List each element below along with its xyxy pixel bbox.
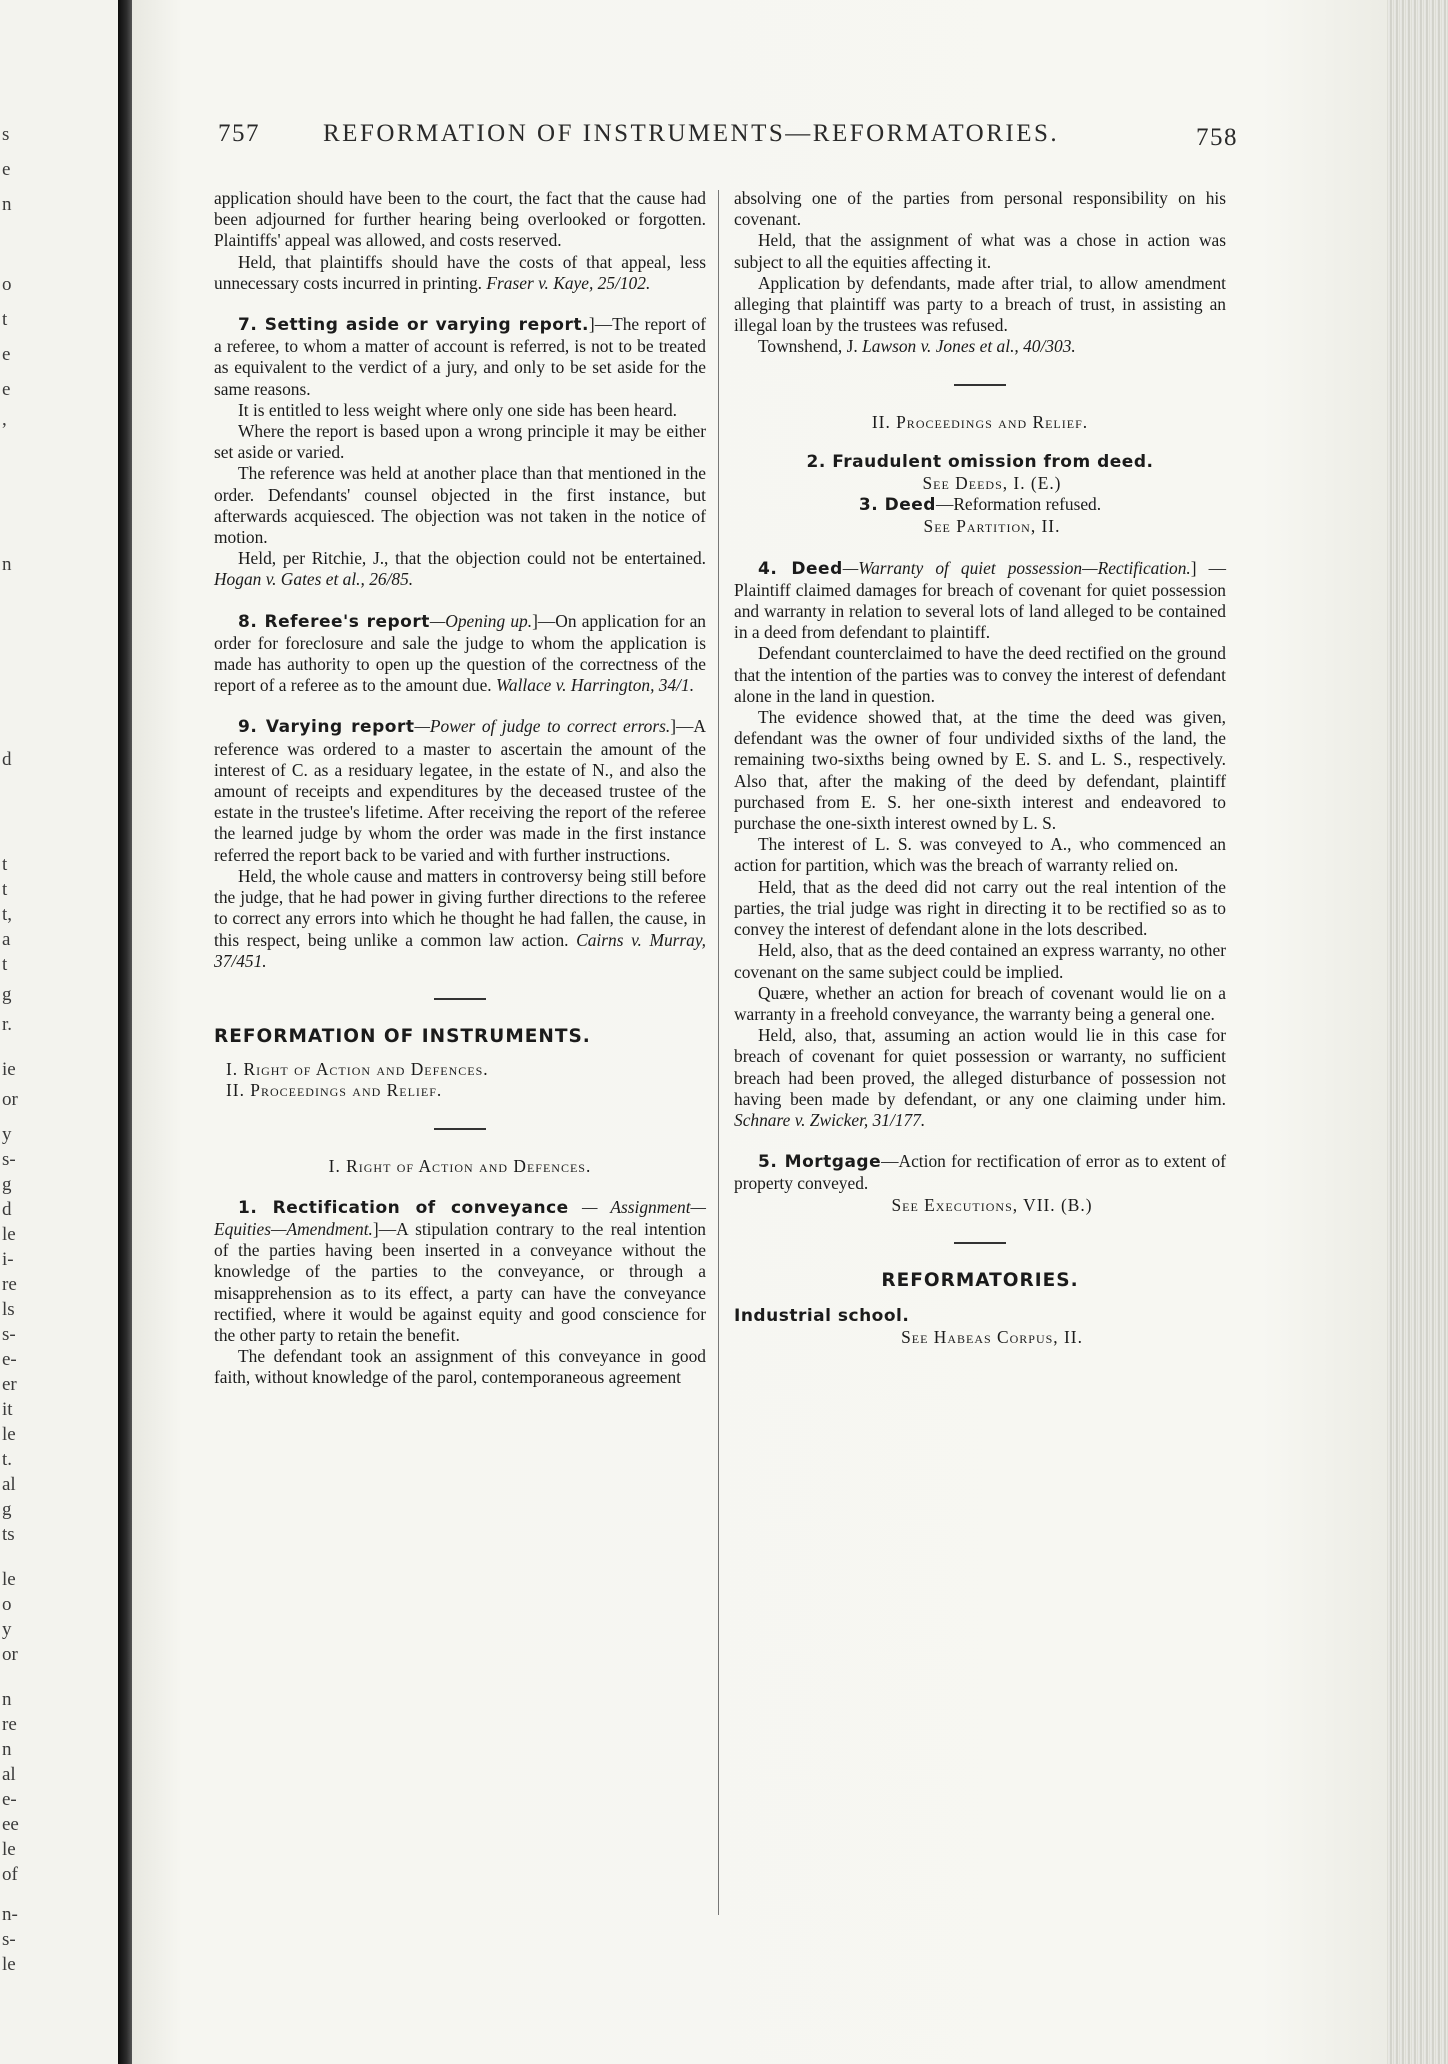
margin-fragment: n — [2, 1689, 12, 1710]
continued-paragraph: absolving one of the parties from personal responsibility on his covenant. — [734, 188, 1226, 230]
margin-fragment: ls — [2, 1299, 15, 1320]
entry-7-held — [214, 548, 706, 590]
entry-7-para: The reference was held at another place than that mentioned in the order. Defendants' counsel objected in the first instance, but afterwards acquiesced. The objection was not taken in the notice of motion. — [214, 463, 706, 548]
margin-fragment: i- — [2, 1249, 14, 1270]
margin-fragment: , — [2, 409, 7, 430]
entry-7-lead — [214, 314, 706, 400]
right-column — [734, 188, 1226, 1348]
cross-reference: See Habeas Corpus, II. — [901, 1327, 1083, 1348]
entry-4-para: The evidence showed that, at the time the deed was given, defendant was the owner of four undivided sixths of the land, the remaining two-sixths being owned by E. S. and L. S., respectively. Also that, after the making of the deed by defendant, plaintiff purchased from E. S. her one-sixth interest and endeavored to purchase the one-sixth interest owned by L. S. — [734, 707, 1226, 834]
page-number-right: 758 — [1196, 124, 1238, 151]
margin-fragment: s — [2, 124, 10, 145]
case-citation: Wallace v. Harrington, 34/1. — [496, 675, 695, 696]
margin-fragment: y — [2, 1619, 12, 1640]
margin-fragment: e — [2, 159, 11, 180]
entry-1-title: 1. Rectification of conveyance — [238, 1197, 569, 1218]
margin-fragment: t. — [2, 1449, 13, 1470]
entry-7-para: It is entitled to less weight where only one side has been heard. — [238, 399, 677, 420]
margin-fragment: ie — [2, 1059, 16, 1080]
entry-industrial-school — [734, 1305, 1226, 1327]
entry-5-lead — [734, 1151, 1226, 1194]
book-gutter — [118, 0, 132, 2064]
entry-4-para: Quære, whether an action for breach of covenant would lie on a warranty in a freehold conveyance, the warranty being a general one. — [734, 982, 1226, 1024]
entry-2-title: 2. Fraudulent omission from deed. — [806, 451, 1154, 472]
entry-1-lead — [214, 1197, 706, 1346]
margin-fragment: e — [2, 344, 11, 365]
cross-reference: See Deeds, I. (E.) — [922, 473, 1062, 494]
entry-1-para: The defendant took an assignment of this conveyance in good faith, without knowledge of the parol, contemporaneous agreement — [214, 1346, 706, 1388]
margin-fragment: it — [2, 1399, 13, 1420]
margin-fragment: t — [2, 954, 8, 975]
margin-fragment: e — [2, 379, 11, 400]
application-paragraph: Application by defendants, made after trial, to allow amendment alleging that plaintiff was party to a breach of trust, in assisting an illegal loan by the trustees was refused. — [734, 272, 1226, 336]
section-rule — [434, 998, 486, 1000]
margin-fragment: e- — [2, 1349, 17, 1370]
margin-fragment: n — [2, 554, 12, 575]
margin-fragment: re — [2, 1274, 17, 1295]
industrial-school-title: Industrial school. — [734, 1305, 910, 1326]
entry-9-lead — [214, 716, 706, 865]
margin-fragment: d — [2, 749, 12, 770]
margin-fragment: er — [2, 1374, 17, 1395]
section-title-reformatories: REFORMATORIES. — [881, 1269, 1079, 1291]
margin-fragment: le — [2, 1839, 16, 1860]
margin-fragment: re — [2, 1714, 17, 1735]
entry-9-subtitle: —Power of judge to correct errors. — [414, 716, 671, 737]
margin-fragment: or — [2, 1644, 18, 1665]
adjacent-page-strip — [0, 0, 118, 2064]
case-citation: Lawson v. Jones et al., 40/303. — [862, 336, 1076, 357]
entry-4-held-text: Held, also, that, assuming an action would lie in this case for breach of covenant for quiet possession or warranty, no sufficient breach had been proved, the alleged disturbance of possession not having been made by defendant, or any one claiming under him. — [734, 1025, 1226, 1109]
section-rule — [954, 1242, 1006, 1244]
entry-9-text: ]—A reference was ordered to a master to ascertain the amount of the interest of C. as a residuary legatee, in the estate of N., and also the amount of receipts and expenditures by the deceased trustee of the estate in the trustee's lifetime. After receiving the report of the referee the learned judge by whom the order was made in the first instance referred the report back to be varied and with further instructions. — [214, 716, 706, 865]
entry-5 — [734, 1151, 1226, 1194]
margin-fragment: s- — [2, 1149, 16, 1170]
entry-4-para: The interest of L. S. was conveyed to A., who commenced an action for partition, which was the breach of warranty relied on. — [734, 834, 1226, 876]
margin-fragment: al — [2, 1474, 16, 1495]
entry-9-held-text: Held, the whole cause and matters in controversy being still before the judge, that he had power in giving further directions to the referee to correct any errors into which he thought he had fallen, the cause, in this respect, being unlike a common law action. — [214, 865, 706, 950]
margin-fragment: ts — [2, 1524, 15, 1545]
case-citation: Hogan v. Gates et al., 26/85. — [214, 569, 414, 590]
margin-fragment: r. — [2, 1014, 13, 1035]
margin-fragment: t — [2, 879, 8, 900]
margin-fragment: g — [2, 1174, 12, 1195]
margin-fragment: n- — [2, 1904, 18, 1925]
judge-name: Townshend, J. — [758, 336, 858, 357]
entry-4-title: 4. Deed — [758, 558, 843, 579]
margin-fragment: ee — [2, 1814, 19, 1835]
entry-4-para: Defendant counterclaimed to have the deed rectified on the ground that the intention of the parties was to convey the interest of defendant alone in the land in question. — [734, 643, 1226, 706]
entry-3-title: 3. Deed — [858, 495, 936, 516]
entry-4-para: Held, that as the deed did not carry out the real intention of the parties, the trial judge was right in directing it to be rectified so as to convey the interest of defendant alone in the lots described. — [734, 876, 1226, 940]
margin-fragment: le — [2, 1424, 16, 1445]
margin-fragment: d — [2, 1199, 12, 1220]
entry-1-text: ]—A stipulation contrary to the real intention of the parties having been inserted in a conveyance without the knowledge of the parties to the conveyance, or through a misapprehension as to its effect, a party can have the conveyance rectified, where it would be against equity and good conscience for the other party to retain the benefit. — [214, 1218, 706, 1345]
entry-7-title: 7. Setting aside or varying report. — [238, 315, 589, 336]
margin-fragment: y — [2, 1124, 12, 1145]
subsection-heading: II. Proceedings and Relief. — [871, 411, 1089, 432]
held-text: Held, that plaintiffs should have the costs of that appeal, less unnecessary costs incurred in printing. — [214, 251, 706, 293]
left-column — [214, 188, 706, 1389]
entry-4-lead — [734, 558, 1226, 644]
cross-reference: See Executions, VII. (B.) — [891, 1194, 1093, 1215]
section-title-reformation-of-instruments: REFORMATION OF INSTRUMENTS. — [214, 1025, 591, 1047]
entry-9-title: 9. Varying report — [238, 717, 415, 738]
entry-4-held — [734, 1025, 1226, 1131]
margin-fragment: t — [2, 309, 8, 330]
held-paragraph: Held, that the assignment of what was a chose in action was subject to all the equities affecting it. — [734, 230, 1226, 272]
citation-line — [734, 336, 1226, 357]
entry-5-text: —Action for rectification of error as to extent of property conveyed. — [734, 1151, 1227, 1194]
entry-4-subtitle: —Warranty of quiet possession—Rectification. — [842, 557, 1191, 578]
section-contents — [214, 1059, 706, 1101]
running-title: REFORMATION OF INSTRUMENTS—REFORMATORIES. — [323, 120, 1060, 147]
entry-8-subtitle: —Opening up. — [429, 610, 533, 631]
entry-7-text: ]—The report of a referee, to whom a matter of account is referred, is not to be treated as equivalent to the verdict of a jury, and only to be set aside for the same reasons. — [214, 314, 706, 399]
margin-fragment: le — [2, 1569, 16, 1590]
margin-fragment: s- — [2, 1929, 16, 1950]
entry-5-title: 5. Mortgage — [758, 1152, 882, 1173]
margin-fragment: t — [2, 854, 8, 875]
margin-fragment: le — [2, 1224, 16, 1245]
continued-paragraph: application should have been to the court, the fact that the cause had been adjourned for further hearing being overlooked or forgotten. Plaintiffs' appeal was allowed, and costs reserved. — [214, 188, 706, 251]
margin-fragment: o — [2, 1594, 12, 1615]
section-rule — [434, 1128, 486, 1130]
case-citation: Schnare v. Zwicker, 31/177. — [734, 1109, 926, 1130]
entry-9-held — [214, 866, 706, 972]
entry-4-para: Held, also, that as the deed contained an express warranty, no other covenant on the same subject could be implied. — [734, 940, 1226, 982]
entry-8-text: ]—On application for an order for foreclosure and sale the judge to whom the application is made has authority to open up the question of the correctness of the report of a referee as to the amount due. — [214, 610, 706, 696]
case-citation: Fraser v. Kaye, 25/102. — [486, 272, 651, 293]
entry-8 — [214, 611, 706, 697]
entry-7 — [214, 314, 706, 591]
margin-fragment: al — [2, 1764, 16, 1785]
entry-8-lead — [214, 611, 706, 697]
column-divider — [718, 190, 719, 1915]
entry-4 — [734, 558, 1226, 1131]
entry-3 — [734, 494, 1226, 516]
entry-2 — [734, 451, 1226, 473]
margin-fragment: or — [2, 1089, 18, 1110]
entry-7-para: Where the report is based upon a wrong principle it may be either set aside or varied. — [214, 421, 706, 463]
margin-fragment: g — [2, 1499, 12, 1520]
margin-fragment: of — [2, 1864, 18, 1885]
entry-3-subtitle: —Reformation refused. — [935, 494, 1102, 515]
subsection-heading: I. Right of Action and Defences. — [328, 1155, 592, 1176]
margin-fragment: a — [2, 929, 11, 950]
section-rule — [954, 384, 1006, 386]
margin-fragment: t, — [2, 904, 13, 925]
page-number-left: 757 — [218, 120, 260, 147]
contents-item: I. Right of Action and Defences. — [226, 1059, 489, 1080]
margin-fragment: g — [2, 984, 12, 1005]
margin-fragment: s- — [2, 1324, 16, 1345]
margin-fragment: o — [2, 274, 12, 295]
entry-7-held-text: Held, per Ritchie, J., that the objection could not be entertained. — [238, 548, 706, 569]
case-citation: Cairns v. Murray, 37/451. — [214, 929, 706, 971]
page-edge — [1387, 0, 1448, 2064]
entry-1-subtitle: — Assignment—Equities—Amendment. — [214, 1196, 706, 1239]
margin-fragment: n — [2, 1739, 12, 1760]
margin-fragment: n — [2, 194, 12, 215]
entry-8-title: 8. Referee's report — [238, 611, 430, 632]
margin-fragment: le — [2, 1954, 16, 1975]
cross-reference: See Partition, II. — [923, 516, 1061, 537]
margin-fragment: e- — [2, 1789, 17, 1810]
entry-1 — [214, 1197, 706, 1389]
entry-9 — [214, 716, 706, 971]
entry-4-text: ] — Plaintiff claimed damages for breach of covenant for quiet possession and warranty in relation to several lots of land alleged to be contained in a deed from defendant to plaintiff. — [734, 557, 1227, 643]
running-header — [218, 120, 1238, 160]
contents-item: II. Proceedings and Relief. — [226, 1080, 443, 1101]
held-paragraph — [214, 252, 706, 294]
